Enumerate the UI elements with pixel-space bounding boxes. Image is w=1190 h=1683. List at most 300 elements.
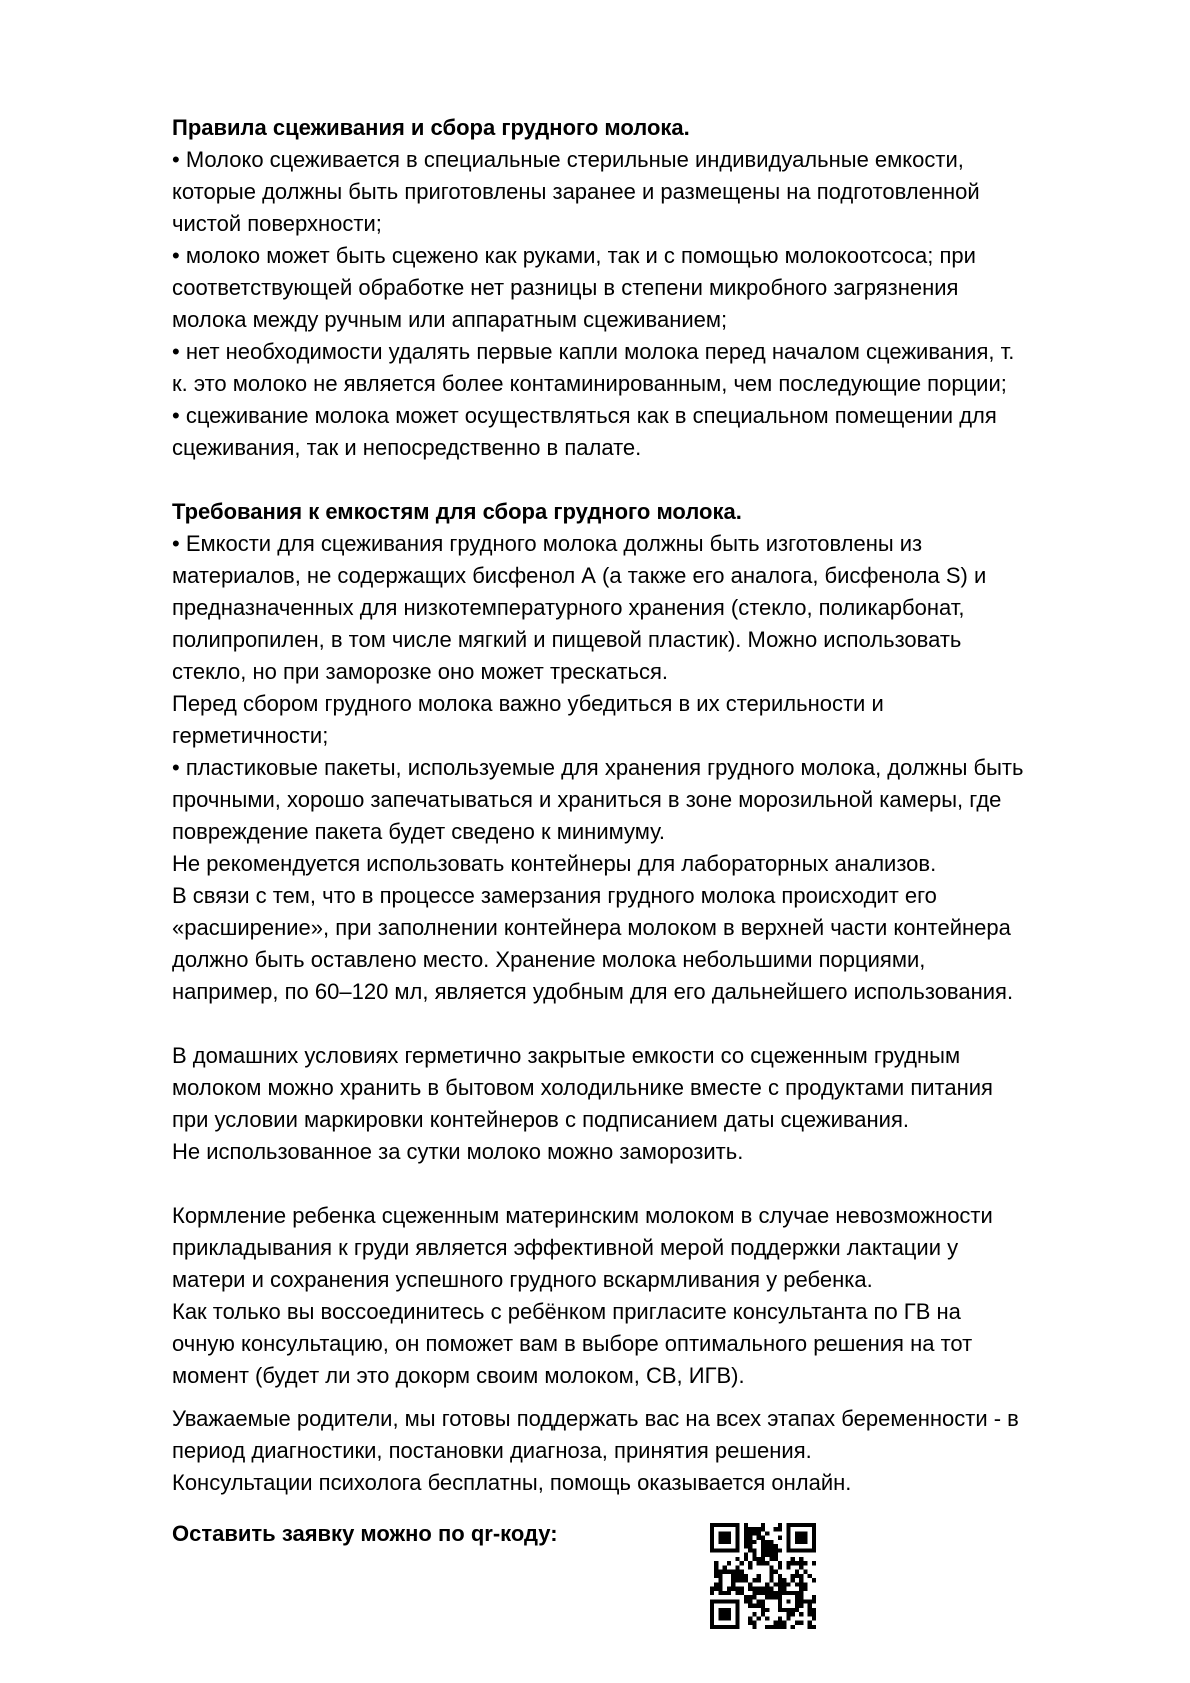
qr-module [786, 1540, 790, 1544]
qr-module [778, 1595, 782, 1599]
qr-module [778, 1565, 782, 1569]
qr-module [799, 1604, 803, 1608]
qr-module [774, 1591, 778, 1595]
text-line: прочными, хорошо запечатываться и храниться в зоне морозильной камеры, где [172, 787, 1002, 812]
qr-module [723, 1540, 727, 1544]
text-line: период диагностики, постановки диагноза, принятия решения. [172, 1438, 812, 1463]
qr-module [748, 1604, 752, 1608]
qr-module [757, 1591, 761, 1595]
qr-module [748, 1582, 752, 1586]
qr-module [714, 1570, 718, 1574]
qr-module [744, 1557, 748, 1561]
qr-module [769, 1587, 773, 1591]
text-line: матери и сохранения успешного грудного вскармливания у ребенка. [172, 1267, 873, 1292]
qr-module [718, 1523, 722, 1527]
qr-module [786, 1536, 790, 1540]
qr-module [757, 1561, 761, 1565]
qr-module [723, 1565, 727, 1569]
qr-module [748, 1544, 752, 1548]
qr-module [727, 1570, 731, 1574]
qr-module [782, 1621, 786, 1625]
qr-module [748, 1599, 752, 1603]
qr-module [774, 1544, 778, 1548]
qr-module [799, 1540, 803, 1544]
qr-module [765, 1595, 769, 1599]
qr-module [791, 1578, 795, 1582]
qr-module [761, 1536, 765, 1540]
qr-module [727, 1599, 731, 1603]
qr-module [710, 1548, 714, 1552]
qr-module [727, 1587, 731, 1591]
qr-module [710, 1608, 714, 1612]
qr-module [752, 1553, 756, 1557]
qr-module [727, 1540, 731, 1544]
text-line: Уважаемые родители, мы готовы поддержать вас на всех этапах беременности - в [172, 1406, 1019, 1431]
qr-module [795, 1604, 799, 1608]
qr-module [731, 1625, 735, 1629]
qr-module [731, 1582, 735, 1586]
qr-module [795, 1536, 799, 1540]
qr-module [795, 1621, 799, 1625]
qr-module [803, 1582, 807, 1586]
qr-module [812, 1608, 816, 1612]
qr-module [757, 1599, 761, 1603]
qr-module [795, 1595, 799, 1599]
qr-module [808, 1574, 812, 1578]
text-line: сцеживания, так и непосредственно в палате. [172, 435, 642, 460]
text-line: момент (будет ли это докорм своим молоком, СВ, ИГВ). [172, 1363, 745, 1388]
qr-code-icon [710, 1523, 816, 1629]
qr-module [786, 1565, 790, 1569]
qr-module [765, 1616, 769, 1620]
spacer [172, 1392, 1132, 1403]
text-line: герметичности; [172, 723, 329, 748]
qr-module [735, 1523, 739, 1527]
qr-module [735, 1544, 739, 1548]
qr-module [769, 1548, 773, 1552]
qr-module [769, 1570, 773, 1574]
qr-module [769, 1574, 773, 1578]
qr-module [718, 1536, 722, 1540]
qr-module [735, 1548, 739, 1552]
qr-module [757, 1527, 761, 1531]
qr-module [735, 1591, 739, 1595]
qr-module [710, 1527, 714, 1531]
qr-module [812, 1561, 816, 1565]
qr-module [812, 1540, 816, 1544]
qr-module [791, 1612, 795, 1616]
text-line: чистой поверхности; [172, 211, 382, 236]
qr-module [735, 1625, 739, 1629]
qr-module [748, 1621, 752, 1625]
qr-module [714, 1561, 718, 1565]
qr-module [769, 1544, 773, 1548]
qr-module [718, 1540, 722, 1544]
qr-module [774, 1527, 778, 1531]
qr-module [714, 1587, 718, 1591]
qr-module [723, 1625, 727, 1629]
qr-module [761, 1612, 765, 1616]
qr-module [765, 1548, 769, 1552]
qr-module [710, 1591, 714, 1595]
qr-module [727, 1616, 731, 1620]
qr-module [761, 1599, 765, 1603]
qr-module [748, 1548, 752, 1552]
qr-module [752, 1621, 756, 1625]
qr-module [744, 1544, 748, 1548]
qr-module [791, 1523, 795, 1527]
qr-module [727, 1591, 731, 1595]
qr-module [710, 1531, 714, 1535]
qr-module [744, 1595, 748, 1599]
qr-module [803, 1548, 807, 1552]
qr-module [808, 1625, 812, 1629]
qr-module [799, 1621, 803, 1625]
qr-module [718, 1612, 722, 1616]
home-storage-section [172, 1040, 1132, 1168]
qr-module [795, 1531, 799, 1535]
support-section [172, 1403, 1132, 1499]
qr-module [740, 1570, 744, 1574]
qr-module [803, 1570, 807, 1574]
qr-module [812, 1595, 816, 1599]
qr-module [735, 1536, 739, 1540]
qr-module [744, 1523, 748, 1527]
qr-module [799, 1536, 803, 1540]
qr-module [723, 1536, 727, 1540]
qr-module [808, 1612, 812, 1616]
qr-module [812, 1544, 816, 1548]
qr-module [744, 1536, 748, 1540]
qr-module [710, 1604, 714, 1608]
qr-module [735, 1574, 739, 1578]
text-line: • нет необходимости удалять первые капли молока перед началом сцеживания, т. [172, 339, 1015, 364]
qr-module [769, 1625, 773, 1629]
qr-module [740, 1578, 744, 1582]
qr-module [803, 1531, 807, 1535]
qr-module [731, 1574, 735, 1578]
qr-module [782, 1608, 786, 1612]
qr-module [803, 1523, 807, 1527]
text-line: Как только вы воссоединитесь с ребёнком пригласите консультанта по ГВ на [172, 1299, 961, 1324]
qr-module [752, 1595, 756, 1599]
qr-module [778, 1574, 782, 1578]
text-line: молока между ручным или аппаратным сцеживанием; [172, 307, 728, 332]
qr-module [752, 1557, 756, 1561]
qr-module [782, 1625, 786, 1629]
qr-module [799, 1582, 803, 1586]
qr-module [791, 1625, 795, 1629]
qr-module [778, 1621, 782, 1625]
qr-module [718, 1591, 722, 1595]
text-line: Не использованное за сутки молоко можно заморозить. [172, 1139, 744, 1164]
qr-module [714, 1548, 718, 1552]
qr-module [752, 1587, 756, 1591]
section-heading: Правила сцеживания и сбора грудного молока. [172, 115, 690, 140]
qr-module [765, 1582, 769, 1586]
qr-module [723, 1599, 727, 1603]
qr-module [752, 1591, 756, 1595]
text-line: В связи с тем, что в процессе замерзания грудного молока происходит его [172, 883, 937, 908]
text-line: • Емкости для сцеживания грудного молока должны быть изготовлены из [172, 531, 923, 556]
qr-module [723, 1548, 727, 1552]
qr-module [769, 1565, 773, 1569]
qr-module [791, 1608, 795, 1612]
qr-module [778, 1561, 782, 1565]
text-line: «расширение», при заполнении контейнера молоком в верхней части контейнера [172, 915, 1011, 940]
qr-module [718, 1599, 722, 1603]
qr-module [761, 1604, 765, 1608]
text-line: Перед сбором грудного молока важно убедиться в их стерильности и [172, 691, 884, 716]
qr-module [718, 1616, 722, 1620]
qr-module [808, 1599, 812, 1603]
qr-code[interactable] [710, 1523, 816, 1629]
text-line: • пластиковые пакеты, используемые для хранения грудного молока, должны быть [172, 755, 1024, 780]
qr-module [799, 1599, 803, 1603]
qr-module [752, 1540, 756, 1544]
qr-module [795, 1540, 799, 1544]
qr-module [735, 1587, 739, 1591]
qr-module [757, 1574, 761, 1578]
qr-module [735, 1616, 739, 1620]
qr-module [778, 1587, 782, 1591]
qr-module [808, 1608, 812, 1612]
qr-module [731, 1587, 735, 1591]
qr-module [799, 1548, 803, 1552]
qr-module [735, 1527, 739, 1531]
qr-module [803, 1540, 807, 1544]
qr-module [774, 1557, 778, 1561]
qr-module [744, 1578, 748, 1582]
qr-module [778, 1608, 782, 1612]
qr-module [752, 1612, 756, 1616]
qr-module [808, 1621, 812, 1625]
text-line: стекло, но при заморозке оно может трескаться. [172, 659, 668, 684]
qr-module [791, 1591, 795, 1595]
qr-module [723, 1570, 727, 1574]
text-line: очную консультацию, он поможет вам в выборе оптимального решения на тот [172, 1331, 973, 1356]
cta-text: Оставить заявку можно по qr-коду: [172, 1521, 558, 1546]
qr-module [718, 1582, 722, 1586]
qr-module [714, 1582, 718, 1586]
qr-module [748, 1587, 752, 1591]
spacer [172, 1499, 1132, 1518]
qr-module [714, 1625, 718, 1629]
qr-module [799, 1591, 803, 1595]
qr-module [799, 1612, 803, 1616]
qr-module [748, 1536, 752, 1540]
qr-module [727, 1612, 731, 1616]
qr-module [786, 1544, 790, 1548]
qr-module [744, 1527, 748, 1531]
qr-module [799, 1587, 803, 1591]
qr-module [799, 1523, 803, 1527]
qr-module [808, 1604, 812, 1608]
qr-module [786, 1548, 790, 1552]
qr-module [735, 1570, 739, 1574]
qr-module [731, 1599, 735, 1603]
qr-module [786, 1612, 790, 1616]
qr-module [782, 1578, 786, 1582]
qr-module [744, 1599, 748, 1603]
qr-module [718, 1574, 722, 1578]
qr-module [757, 1587, 761, 1591]
qr-module [795, 1599, 799, 1603]
qr-module [769, 1553, 773, 1557]
qr-module [795, 1548, 799, 1552]
qr-module [791, 1561, 795, 1565]
qr-module [765, 1531, 769, 1535]
qr-module [765, 1540, 769, 1544]
qr-module [727, 1625, 731, 1629]
qr-module [786, 1527, 790, 1531]
qr-module [786, 1608, 790, 1612]
qr-module [735, 1540, 739, 1544]
qr-module [786, 1599, 790, 1603]
qr-module [778, 1527, 782, 1531]
qr-module [803, 1599, 807, 1603]
qr-module [778, 1591, 782, 1595]
qr-module [710, 1625, 714, 1629]
qr-module [723, 1523, 727, 1527]
qr-module [735, 1599, 739, 1603]
qr-module [778, 1536, 782, 1540]
qr-module [765, 1561, 769, 1565]
qr-module [714, 1523, 718, 1527]
qr-module [752, 1531, 756, 1535]
qr-module [710, 1599, 714, 1603]
qr-module [795, 1570, 799, 1574]
cta-row [172, 1518, 1132, 1628]
qr-module [735, 1531, 739, 1535]
qr-module [735, 1578, 739, 1582]
qr-module [718, 1587, 722, 1591]
qr-module [799, 1574, 803, 1578]
qr-module [710, 1616, 714, 1620]
text-line: В домашних условиях герметично закрытые емкости со сцеженным грудным [172, 1043, 961, 1068]
text-line: прикладывания к груди является эффективной мерой поддержки лактации у [172, 1235, 959, 1260]
qr-module [812, 1523, 816, 1527]
qr-module [727, 1523, 731, 1527]
feeding-section [172, 1200, 1132, 1392]
qr-module [761, 1557, 765, 1561]
text-line: • сцеживание молока может осуществляться как в специальном помещении для [172, 403, 997, 428]
qr-module [761, 1608, 765, 1612]
qr-module [735, 1621, 739, 1625]
qr-module [731, 1523, 735, 1527]
qr-module [782, 1591, 786, 1595]
qr-module [748, 1540, 752, 1544]
qr-module [786, 1616, 790, 1620]
qr-module [744, 1531, 748, 1535]
qr-module [774, 1582, 778, 1586]
qr-module [710, 1540, 714, 1544]
qr-module [714, 1565, 718, 1569]
qr-module [757, 1536, 761, 1540]
text-line: молоком можно хранить в бытовом холодильнике вместе с продуктами питания [172, 1075, 993, 1100]
qr-module [761, 1587, 765, 1591]
document-page [172, 112, 1132, 1628]
qr-module [812, 1625, 816, 1629]
text-line: должно быть оставлено место. Хранение молока небольшими порциями, [172, 947, 926, 972]
qr-module [723, 1531, 727, 1535]
qr-module [735, 1557, 739, 1561]
qr-module [718, 1578, 722, 1582]
qr-module [786, 1582, 790, 1586]
qr-module [727, 1548, 731, 1552]
text-line: полипропилен, в том числе мягкий и пищевой пластик). Можно использовать [172, 627, 962, 652]
qr-module [769, 1591, 773, 1595]
text-line: предназначенных для низкотемпературного хранения (стекло, поликарбонат, [172, 595, 965, 620]
qr-module [769, 1540, 773, 1544]
qr-module [812, 1531, 816, 1535]
qr-module [774, 1595, 778, 1599]
qr-module [812, 1536, 816, 1540]
qr-module [795, 1608, 799, 1612]
qr-module [778, 1582, 782, 1586]
qr-module [791, 1557, 795, 1561]
qr-module [761, 1553, 765, 1557]
qr-module [812, 1616, 816, 1620]
qr-module [744, 1553, 748, 1557]
collection-rules-section [172, 112, 1132, 464]
qr-module [765, 1544, 769, 1548]
qr-module [731, 1548, 735, 1552]
qr-module [765, 1553, 769, 1557]
qr-module [740, 1561, 744, 1565]
qr-module [774, 1548, 778, 1552]
qr-module [812, 1548, 816, 1552]
qr-module [799, 1578, 803, 1582]
qr-module [735, 1604, 739, 1608]
qr-module [752, 1625, 756, 1629]
text-line: при условии маркировки контейнеров с подписанием даты сцеживания. [172, 1107, 909, 1132]
spacer [172, 1008, 1132, 1040]
qr-module [748, 1561, 752, 1565]
qr-module [778, 1625, 782, 1629]
text-line: к. это молоко не является более контаминированным, чем последующие порции; [172, 371, 1007, 396]
text-line: повреждение пакета будет сведено к минимуму. [172, 819, 666, 844]
qr-module [710, 1612, 714, 1616]
qr-module [744, 1540, 748, 1544]
qr-module [752, 1604, 756, 1608]
qr-module [769, 1578, 773, 1582]
qr-module [718, 1625, 722, 1629]
qr-module [735, 1565, 739, 1569]
qr-module [718, 1531, 722, 1535]
qr-module [795, 1591, 799, 1595]
text-line: • молоко может быть сцежено как руками, так и с помощью молокоотсоса; при [172, 243, 976, 268]
qr-module [769, 1557, 773, 1561]
qr-module [774, 1621, 778, 1625]
qr-module [782, 1587, 786, 1591]
qr-module [765, 1591, 769, 1595]
qr-module [778, 1599, 782, 1603]
qr-module [731, 1570, 735, 1574]
qr-module [710, 1536, 714, 1540]
qr-module [752, 1527, 756, 1531]
qr-module [723, 1616, 727, 1620]
qr-module [778, 1548, 782, 1552]
text-line: Консультации психолога бесплатны, помощь оказывается онлайн. [172, 1470, 852, 1495]
qr-module [795, 1523, 799, 1527]
qr-module [765, 1587, 769, 1591]
qr-module [812, 1599, 816, 1603]
qr-module [778, 1523, 782, 1527]
qr-module [761, 1548, 765, 1552]
qr-module [727, 1608, 731, 1612]
qr-module [748, 1595, 752, 1599]
